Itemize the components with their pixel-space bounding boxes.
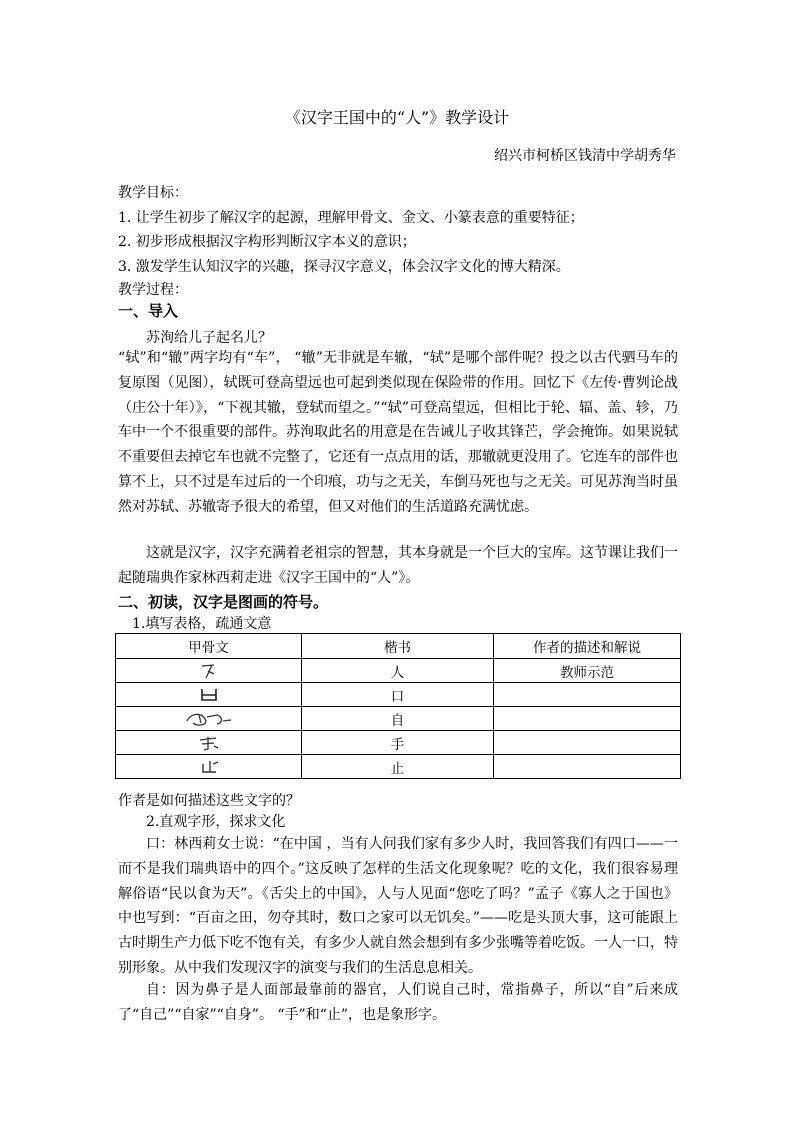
kai-character: 人: [302, 659, 494, 683]
column-header: 甲骨文: [116, 634, 302, 659]
oracle-zhi-icon: [116, 755, 302, 779]
section-question: 苏洵给儿子起名儿？: [146, 330, 272, 346]
goal-item: 2. 初步形成根据汉字构形判断汉字本义的意识；: [118, 234, 416, 250]
section-heading: 二、初读，汉字是图画的符号。: [118, 593, 329, 611]
paragraph-text: 口：林西莉女士说：“在中国 ，当有人问我们家有多少人时，我回答我们有四口——一而不是我们瑞典语中的四个。”这反映了怎样的生活文化现象呢？吃的文化，我们很容易理解俗语“民以食为天”。《舌尖上的中国》，人与人见面“您吃了吗？”孟子《寡人之于国也》中也写到：“百亩之田，勿夺其时，数口之家可以无饥矣。”——吃是头顶大事，这可能跟上古时期生产力低下吃不饱有关，有多少人就自然会想到有多少张嘴等着吃饭。一人一口，特别形象。从中我们发现汉字的演变与我们的生活息息相关。: [118, 836, 678, 976]
author-note: [494, 683, 681, 707]
oracle-zi-icon: [116, 707, 302, 731]
intro-paragraph: [118, 346, 678, 520]
table-row: [116, 707, 681, 731]
kai-character: 止: [302, 755, 494, 779]
goal-item: 3. 激发学生认知汉字的兴趣，探寻汉字意义，体会汉字文化的博大精深。: [118, 259, 570, 275]
zi-paragraph: [118, 978, 678, 1028]
author-note: 教师示范: [494, 659, 681, 683]
author-note: [494, 731, 681, 755]
author-note: [494, 707, 681, 731]
table-header-row: [116, 634, 681, 659]
subsection-heading: 2.直观字形，探求文化: [146, 814, 286, 830]
table-row: [116, 731, 681, 755]
table-row: [116, 659, 681, 683]
table-row: [116, 683, 681, 707]
subsection-heading: 1.填写表格，疏通文意: [132, 616, 272, 632]
character-table: [115, 633, 681, 779]
kou-paragraph: [118, 832, 678, 981]
process-heading: 教学过程：: [118, 282, 188, 298]
oracle-kou-icon: [116, 683, 302, 707]
paragraph-text: 自：因为鼻子是人面部最靠前的器官，人们说自己时，常指鼻子，所以“自”后来成了“自己”“自家”“自身”。 “手”和“止”，也是象形字。: [118, 982, 678, 1023]
kai-character: 口: [302, 683, 494, 707]
document-title: 《汉字王国中的“人”》教学设计: [284, 108, 510, 127]
table-row: [116, 755, 681, 779]
column-header: 作者的描述和解说: [494, 634, 681, 659]
section-heading: 一、导入: [118, 302, 179, 320]
author-note: [494, 755, 681, 779]
paragraph-text: “轼”和“辙”两字均有“车”， “辙”无非就是车辙，“轼”是哪个部件呢？投之以古代驷马车的复原图（见图），轼既可登高望远也可起到类似现在保险带的作用。回忆下《左传·曹刿论战（庄公十年）》，“下视其辙，登轼而望之。”“轼”可登高望远，但相比于轮、辐、盖、轸，乃车中一个不很重要的部件。苏洵取此名的用意是在告诫儿子收其锋芒，学会掩饰。如果说轼不重要但去掉它车也就不完整了，它还有一点点用的话，那辙就更没用了。它连车的部件也算不上，只不过是车过后的一个印痕，功与之无关，车倒马死也与之无关。可见苏洵当时虽然对苏轼、苏辙寄予很大的希望，但又对他们的生活道路充满忧虑。: [118, 350, 678, 515]
oracle-shou-icon: [116, 731, 302, 755]
table-question: 作者是如何描述这些文字的？: [118, 793, 300, 809]
goal-item: 1. 让学生初步了解汉字的起源，理解甲骨文、金文、小篆表意的重要特征；: [118, 210, 584, 226]
kai-character: 自: [302, 707, 494, 731]
intro-paragraph-2: [118, 541, 678, 591]
goals-heading: 教学目标：: [118, 185, 188, 201]
author-line: 绍兴市柯桥区钱清中学胡秀华: [494, 148, 676, 164]
kai-character: 手: [302, 731, 494, 755]
oracle-ren-icon: [116, 659, 302, 683]
paragraph-text: 这就是汉字，汉字充满着老祖宗的智慧，其本身就是一个巨大的宝库。这节课让我们一起随瑞典作家林西莉走进《汉字王国中的“人”》。: [118, 545, 678, 586]
column-header: 楷书: [302, 634, 494, 659]
